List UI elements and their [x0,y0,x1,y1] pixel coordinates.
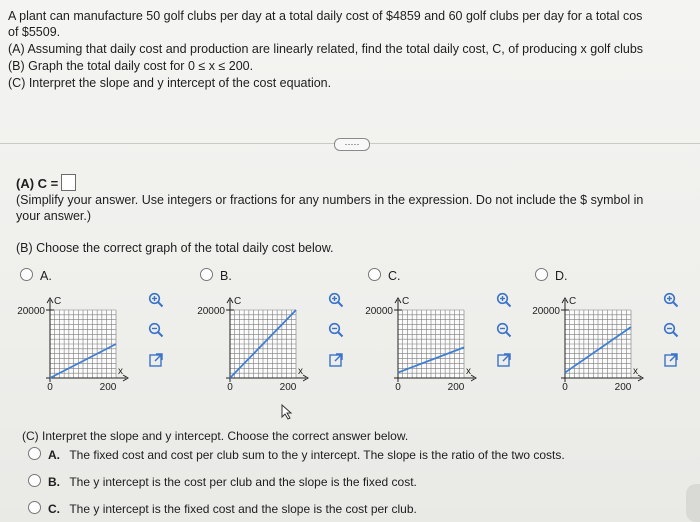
part-c-option-c[interactable] [28,501,417,517]
y-tick-label: 20000 [17,306,45,317]
origin-label: 0 [47,382,53,393]
graph-tools-c [496,292,512,368]
part-c-radio-a[interactable] [28,447,41,460]
graph-b[interactable] [188,290,323,400]
graph-radio-d[interactable] [535,268,548,281]
part-c-letter-a: A. [48,448,60,462]
graph-option-b[interactable] [200,268,232,283]
part-c-option-a[interactable] [28,447,565,463]
zoom-out-icon[interactable] [663,322,679,338]
external-link-icon[interactable] [663,352,679,368]
origin-label: 0 [562,382,568,393]
external-link-icon[interactable] [148,352,164,368]
problem-line-2: of $5509. [8,25,61,39]
answer-a-hint-2: your answer.) [16,209,92,223]
graph-option-d[interactable] [535,268,568,283]
graph-letter-a: A. [40,269,52,283]
graph-tools-b [328,292,344,368]
x-tick-label: 200 [99,382,117,393]
zoom-out-icon[interactable] [148,322,164,338]
y-axis-label: C [569,296,577,307]
external-link-icon[interactable] [496,352,512,368]
part-c-letter-b: B. [48,475,60,489]
x-tick-label: 200 [279,382,297,393]
zoom-out-icon[interactable] [328,322,344,338]
answer-a-label: (A) C = [16,176,59,191]
divider-left [0,143,334,144]
graph-letter-c: C. [388,269,401,283]
y-axis-label: C [54,296,62,307]
divider-right [368,143,700,144]
graph-a[interactable] [8,290,143,400]
part-c-prompt: (C) Interpret the slope and y intercept. Choose the correct answer below. [22,429,409,443]
y-tick-label: 20000 [197,306,225,317]
x-tick-label: 200 [614,382,632,393]
graph-letter-d: D. [555,269,568,283]
answer-a-input[interactable] [61,174,76,191]
zoom-in-icon[interactable] [148,292,164,308]
graph-option-c[interactable] [368,268,401,283]
part-c-text-b: The y intercept is the cost per club and the slope is the fixed cost. [69,475,417,489]
y-tick-label: 20000 [532,306,560,317]
part-c-text-a: The fixed cost and cost per club sum to the y intercept. The slope is the ratio of the two costs. [69,448,565,462]
part-c-option-b[interactable] [28,474,417,490]
part-c-radio-b[interactable] [28,474,41,487]
external-link-icon[interactable] [328,352,344,368]
answer-a-row [16,174,76,192]
graph-option-a[interactable] [20,268,52,283]
graph-tools-d [663,292,679,368]
mouse-cursor-icon [281,404,293,420]
y-tick-label: 20000 [365,306,393,317]
x-axis-label: x [118,366,123,377]
x-axis-label: x [466,366,471,377]
part-c-letter-c: C. [48,502,60,516]
graph-letter-b: B. [220,269,232,283]
zoom-out-icon[interactable] [496,322,512,338]
problem-part-c: (C) Interpret the slope and y intercept of the cost equation. [8,76,332,90]
origin-label: 0 [227,382,233,393]
scrollbar-edge[interactable] [686,484,700,522]
x-tick-label: 200 [447,382,465,393]
part-b-prompt: (B) Choose the correct graph of the total daily cost below. [16,241,334,255]
graph-tools-a [148,292,164,368]
zoom-in-icon[interactable] [663,292,679,308]
graph-radio-b[interactable] [200,268,213,281]
zoom-in-icon[interactable] [328,292,344,308]
graph-radio-c[interactable] [368,268,381,281]
graph-d[interactable] [523,290,658,400]
part-c-radio-c[interactable] [28,501,41,514]
graph-radio-a[interactable] [20,268,33,281]
graph-c[interactable] [356,290,491,400]
answer-a-hint-1: (Simplify your answer. Use integers or fractions for any numbers in the expression. Do not include the $ symbol in [16,193,644,207]
y-axis-label: C [402,296,410,307]
zoom-in-icon[interactable] [496,292,512,308]
problem-part-b: (B) Graph the total daily cost for 0 ≤ x ≤ 200. [8,59,254,73]
problem-line-1: A plant can manufacture 50 golf clubs per day at a total daily cost of $4859 and 60 golf clubs per day for a total cos [8,9,643,23]
y-axis-label: C [234,296,242,307]
x-axis-label: x [298,366,303,377]
more-button[interactable]: ····· [334,138,370,151]
origin-label: 0 [395,382,401,393]
problem-part-a: (A) Assuming that daily cost and production are linearly related, find the total daily cost, C, of producing x golf clubs [8,42,644,56]
part-c-text-c: The y intercept is the fixed cost and the slope is the cost per club. [69,502,417,516]
x-axis-label: x [633,366,638,377]
